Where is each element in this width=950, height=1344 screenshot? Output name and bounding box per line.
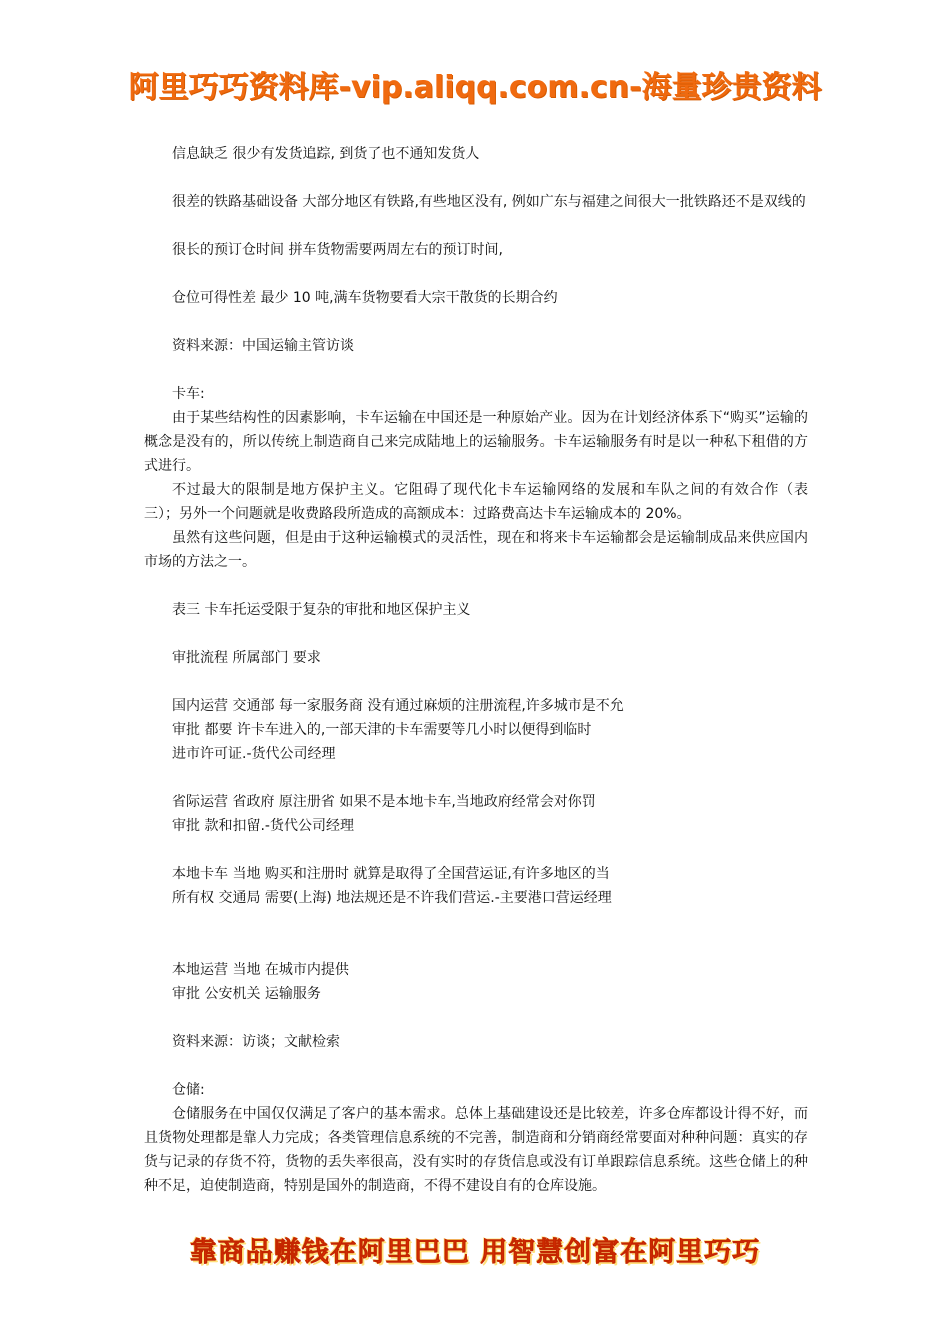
table3-row-4-line-2: 审批 公安机关 运输服务 [172,986,321,1002]
table3-row-1-line-2: 审批 都要 许卡车进入的,一部天津的卡车需要等几小时以便得到临时 [172,722,592,738]
table3-row-4-line-1: 本地运营 当地 在城市内提供 [172,962,349,978]
table3-row-3-line-2: 所有权 交通局 需要(上海) 地法规还是不许我们营运.-主要港口营运经理 [172,890,612,906]
rail-availability-line: 仓位可得性差 最少 10 吨,满车货物要看大宗干散货的长期合约 [172,290,558,306]
table3-row-3-line-1: 本地卡车 当地 购买和注册时 就算是取得了全国营运证,有许多地区的当 [172,866,610,882]
table3-row-1-line-1: 国内运营 交通部 每一家服务商 没有通过麻烦的注册流程,许多城市是不允 [172,698,624,714]
table3-header: 审批流程 所属部门 要求 [172,650,321,666]
table3-row-2-line-1: 省际运营 省政府 原注册省 如果不是本地卡车,当地政府经常会对你罚 [172,794,596,810]
table3-row-2-line-2: 审批 款和扣留.-货代公司经理 [172,818,354,834]
trucking-paragraph-1: 由于某些结构性的因素影响，卡车运输在中国还是一种原始产业。因为在计划经济体系下“购买”运输的概念是没有的，所以传统上制造商自己来完成陆地上的运输服务。卡车运输服务有时是以一种私下租借的方式进行。 [144,410,808,474]
rail-infrastructure-line: 很差的铁路基础设备 大部分地区有铁路,有些地区没有, 例如广东与福建之间很大一批铁路还不是双线的 [172,194,806,210]
header-banner: 阿里巧巧资料库-vip.aliqq.com.cn-海量珍贵资料 [128,70,822,105]
rail-booking-line: 很长的预订仓时间 拼车货物需要两周左右的预订时间, [172,242,503,258]
table3-row-1-line-3: 进市许可证.-货代公司经理 [172,746,336,762]
warehousing-heading: 仓储: [172,1082,205,1098]
trucking-paragraph-3: 虽然有这些问题，但是由于这种运输模式的灵活性，现在和将来卡车运输都会是运输制成品来供应国内市场的方法之一。 [144,530,808,570]
rail-info-line: 信息缺乏 很少有发货追踪, 到货了也不通知发货人 [172,146,480,162]
warehousing-paragraph-1: 仓储服务在中国仅仅满足了客户的基本需求。总体上基础建设还是比较差，许多仓库都设计得不好，而且货物处理都是靠人力完成；各类管理信息系统的不完善，制造商和分销商经常要面对种种问题：真实的存货与记录的存货不符，货物的丢失率很高，没有实时的存货信息或没有订单跟踪信息系统。这些仓储上的种种不足，迫使制造商，特别是国外的制造商，不得不建设自有的仓库设施。 [144,1106,808,1194]
table3-source: 资料来源：访谈；文献检索 [172,1034,340,1050]
trucking-heading: 卡车: [172,386,205,402]
table3-title: 表三 卡车托运受限于复杂的审批和地区保护主义 [172,602,471,618]
document-body [144,142,808,1198]
rail-source: 资料来源：中国运输主管访谈 [172,338,354,354]
trucking-paragraph-2: 不过最大的限制是地方保护主义。它阻碍了现代化卡车运输网络的发展和车队之间的有效合作（表三）；另外一个问题就是收费路段所造成的高额成本：过路费高达卡车运输成本的 20%。 [144,482,808,522]
footer-banner: 靠商品赚钱在阿里巴巴 用智慧创富在阿里巧巧 [189,1237,761,1268]
